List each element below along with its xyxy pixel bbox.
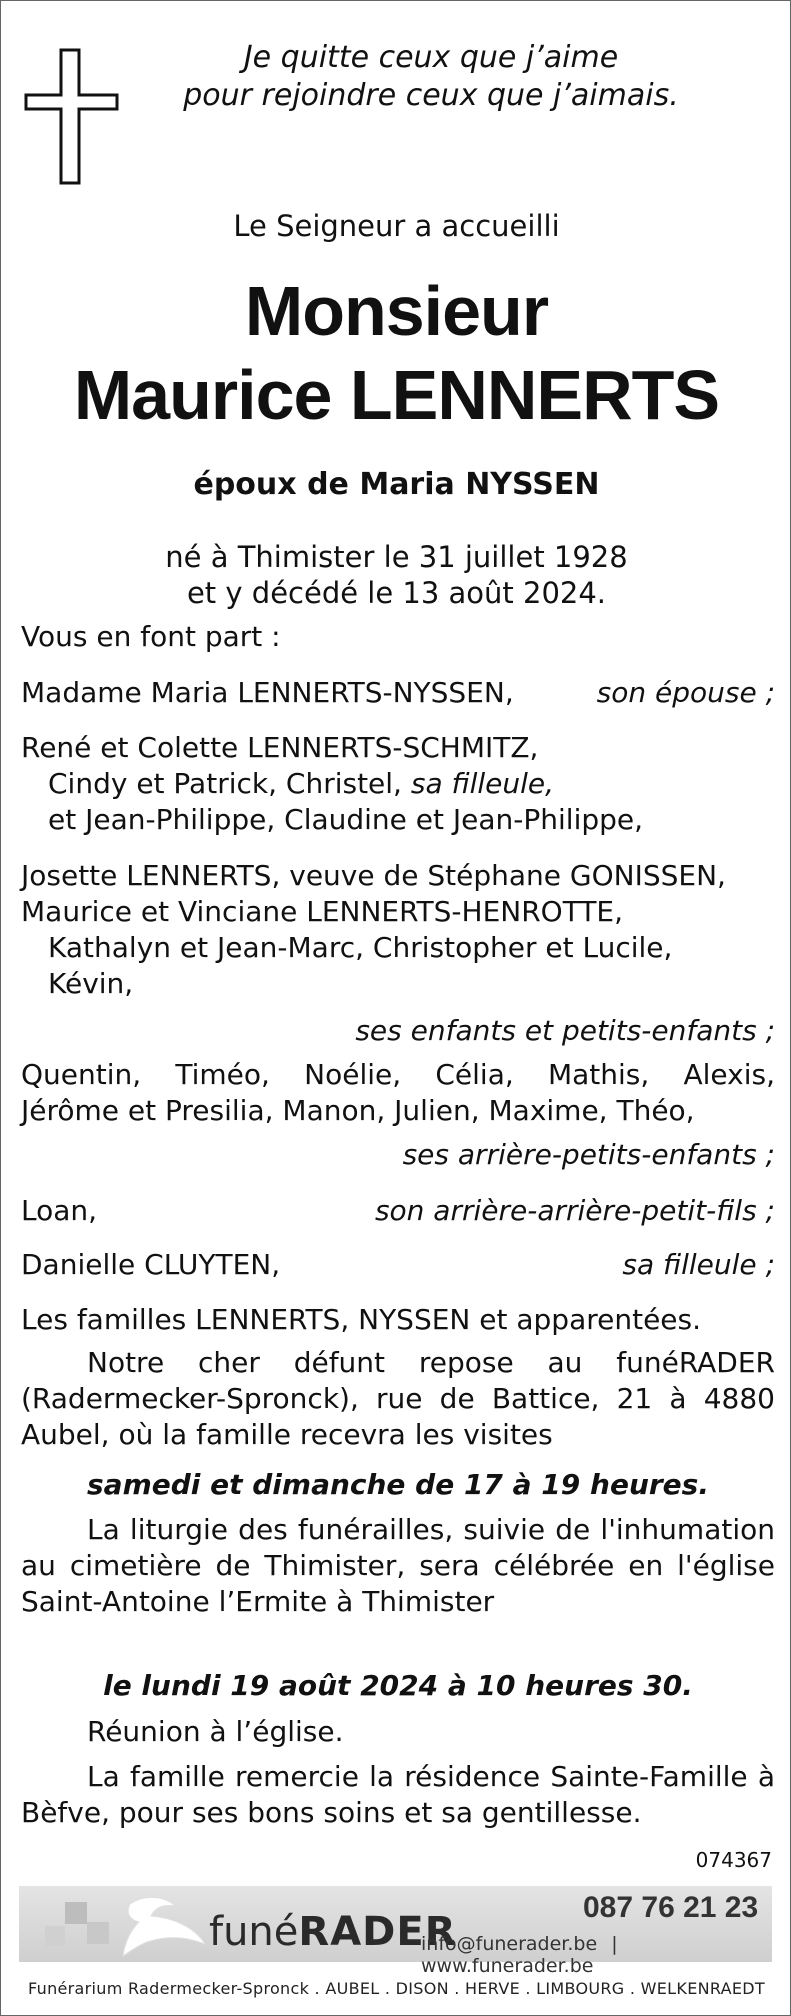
deceased-name: Maurice LENNERTS <box>73 356 720 434</box>
maurice-name: Maurice et Vinciane LENNERTS-HENROTTE, <box>21 895 624 928</box>
reference-number: 074367 <box>695 1848 772 1872</box>
goddaughter-role: sa filleule, <box>410 767 555 800</box>
locations-tagline: Funérarium Radermecker-Spronck . AUBEL . DISON . HERVE . LIMBOURG . WELKENRAEDT <box>28 1979 765 1998</box>
great-grandchildren-line-2: Jérôme et Presilia, Manon, Julien, Maxime, Théo, <box>21 1094 695 1127</box>
cross-icon <box>23 48 120 185</box>
wife-name: Madame Maria LENNERTS-NYSSEN, <box>21 676 514 709</box>
rene-name: René et Colette LENNERTS-SCHMITZ, <box>21 731 539 764</box>
rene-children-names: Cindy et Patrick, Christel, <box>48 767 411 800</box>
loan-name: Loan, <box>21 1194 98 1227</box>
maurice-children-1: Kathalyn et Jean-Marc, Christopher et Lucile, <box>48 931 673 964</box>
rene-children <box>21 766 775 802</box>
dove-logo-icon <box>25 1892 215 1958</box>
families-line: Les familles LENNERTS, NYSSEN et apparentées. <box>21 1303 702 1336</box>
meeting-line: Réunion à l’église. <box>87 1715 344 1748</box>
thanks-paragraph: La famille remercie la résidence Sainte-Famille à Bèfve, pour ses bons soins et sa gentillesse. <box>21 1760 775 1829</box>
funeral-date: le lundi 19 août 2024 à 10 heures 30. <box>103 1669 693 1702</box>
brand-bold: RADER <box>298 1909 457 1955</box>
intro-text: Le Seigneur a accueilli <box>233 209 560 243</box>
announce-line: Vous en font part : <box>21 620 281 653</box>
loan-role: son arrière-arrière-petit-fils ; <box>374 1194 775 1227</box>
quote-line-1: Je quitte ceux que j’aime <box>243 40 619 75</box>
danielle-role: sa filleule ; <box>622 1248 775 1281</box>
birth-death-info <box>1 539 791 611</box>
brand-light: funé <box>209 1909 299 1955</box>
phone-number: 087 76 21 23 <box>583 1891 759 1924</box>
separator: | <box>611 1933 618 1955</box>
epigraph-quote <box>151 39 711 115</box>
great-grandchildren-line-1: Quentin, Timéo, Noélie, Célia, Mathis, Alexis, <box>21 1058 775 1091</box>
great-grandchildren-role: ses arrière-petits-enfants ; <box>402 1138 775 1171</box>
family-loan <box>21 1193 775 1229</box>
visits-paragraph: Notre cher défunt repose au funéRADER (Radermecker-Spronck), rue de Battice, 21 à 4880 Aubel, où la famille recevra les visites <box>21 1346 775 1451</box>
rene-children-2: et Jean-Philippe, Claudine et Jean-Philippe, <box>48 803 644 836</box>
spouse-line: époux de Maria NYSSEN <box>193 467 600 502</box>
brand-logo <box>209 1909 457 1955</box>
family-wife <box>21 675 775 711</box>
deceased-title: Monsieur <box>244 272 549 350</box>
maurice-children-2: Kévin, <box>48 967 134 1000</box>
visits-schedule: samedi et dimanche de 17 à 19 heures. <box>87 1468 709 1501</box>
family-josette: Josette LENNERTS, veuve de Stéphane GONISSEN, <box>21 859 726 892</box>
website-link[interactable]: www.funerader.be <box>421 1955 594 1977</box>
family-maurice <box>21 894 775 1002</box>
death-line: et y décédé le 13 août 2024. <box>186 576 607 610</box>
great-grandchildren <box>21 1057 775 1129</box>
family-danielle <box>21 1247 775 1283</box>
funeral-paragraph: La liturgie des funérailles, suivie de l'inhumation au cimetière de Thimister, sera célébrée en l'église Saint-Antoine l’Ermite à Thimister <box>21 1513 775 1618</box>
quote-line-2: pour rejoindre ceux que j’aimais. <box>183 78 679 113</box>
wife-role: son épouse ; <box>596 676 775 709</box>
children-role: ses enfants et petits-enfants ; <box>355 1014 775 1047</box>
deceased-name-block <box>1 269 791 437</box>
birth-line: né à Thimister le 31 juillet 1928 <box>165 540 628 574</box>
email-link[interactable]: info@funerader.be <box>421 1933 598 1955</box>
family-rene <box>21 730 775 838</box>
danielle-name: Danielle CLUYTEN, <box>21 1248 281 1281</box>
contact-line <box>421 1933 790 1977</box>
